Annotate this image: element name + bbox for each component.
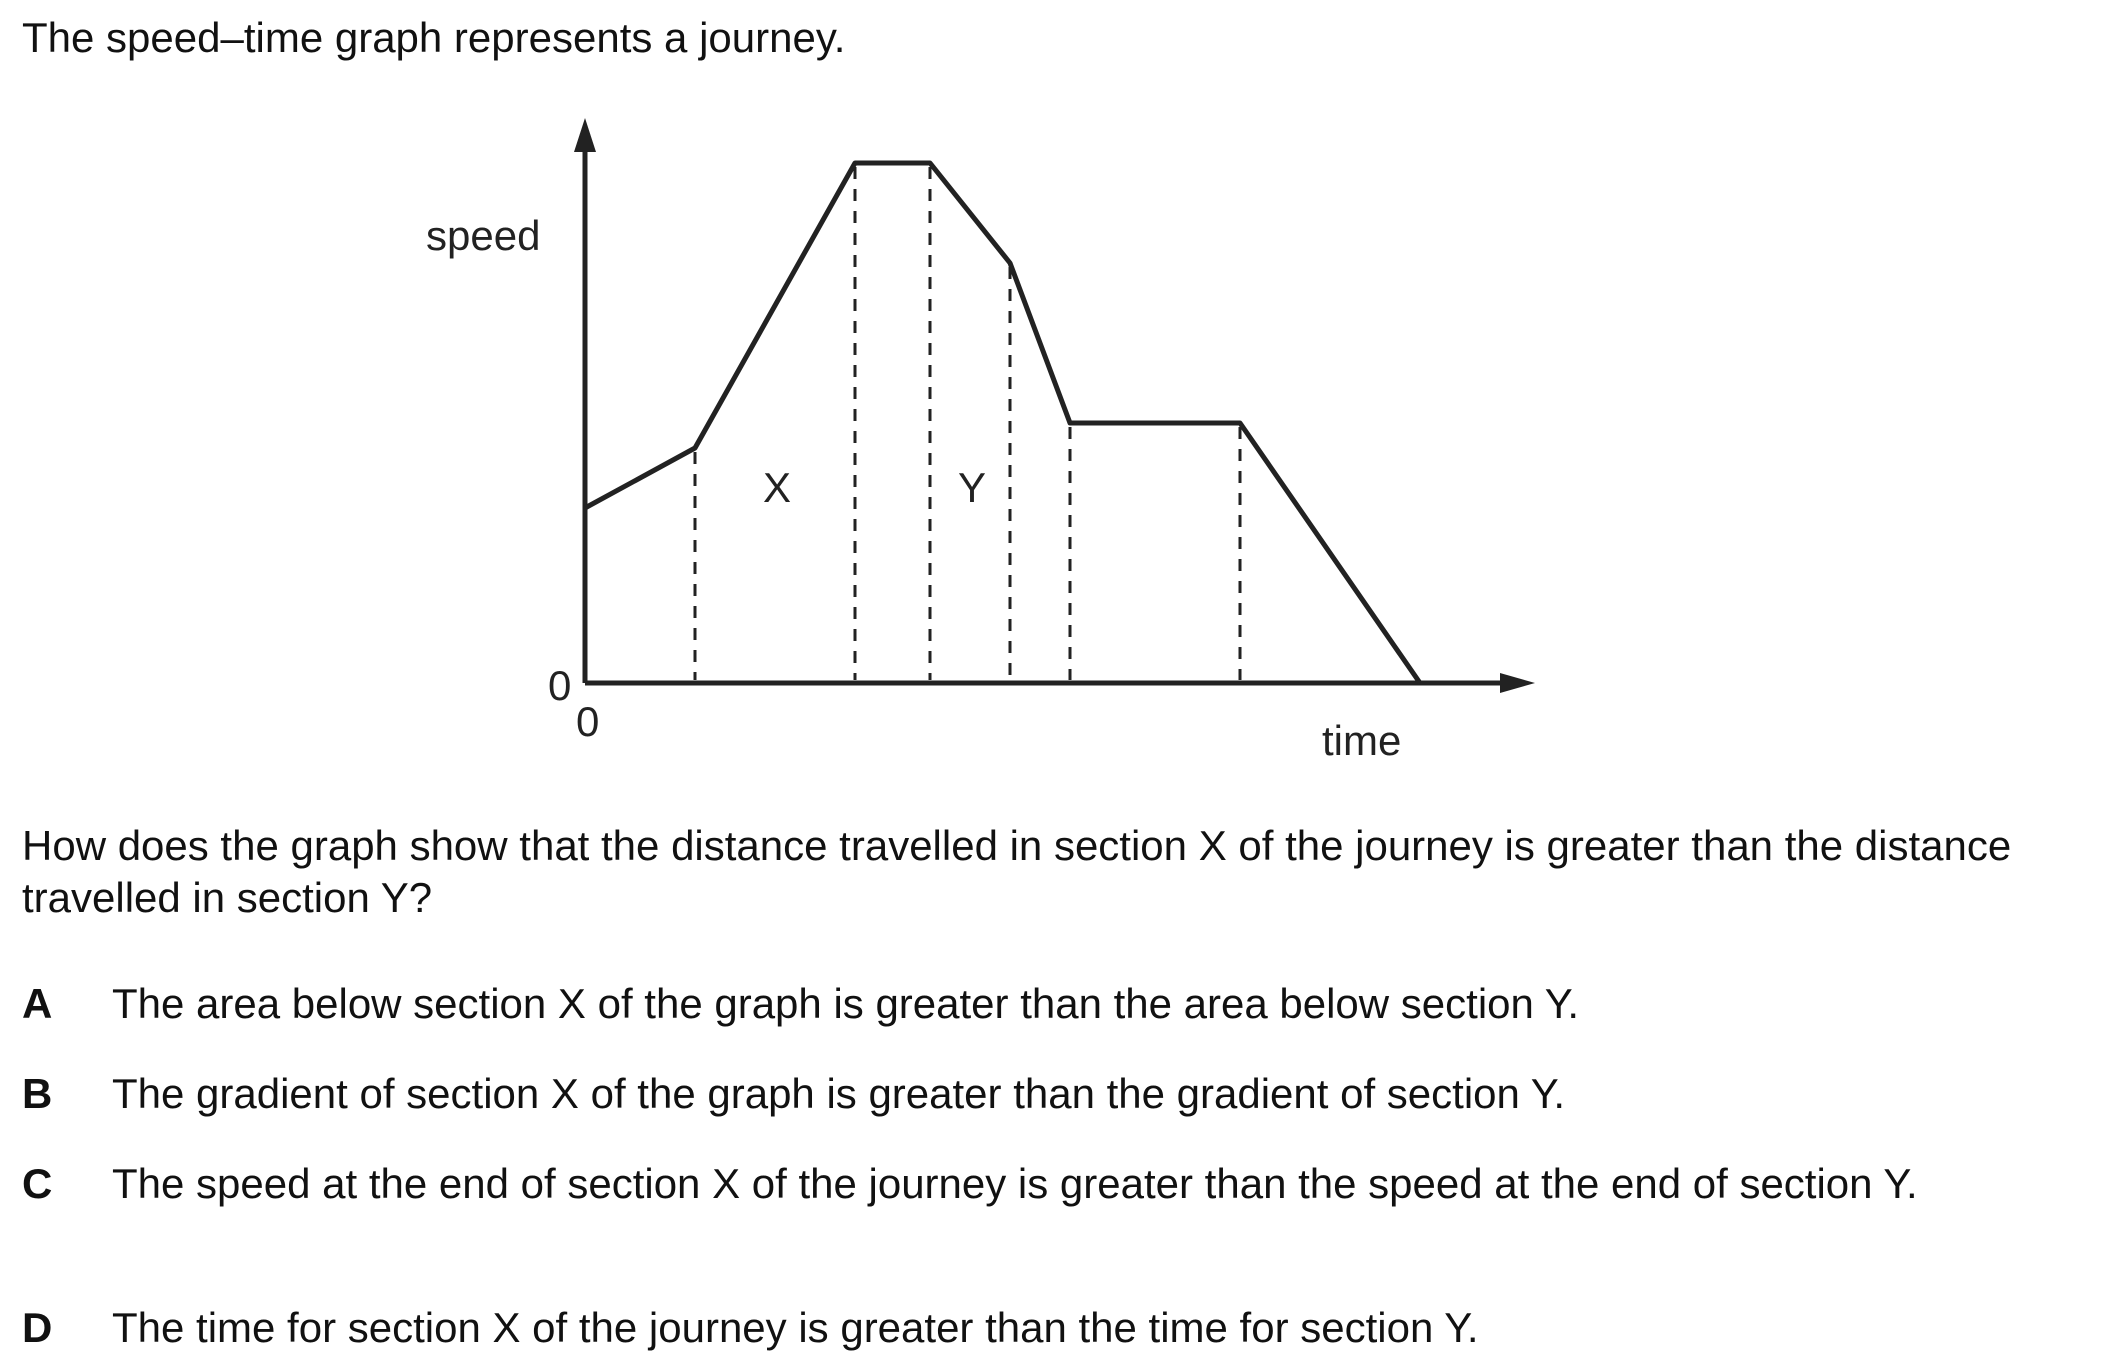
option-c-text[interactable]: The speed at the end of section X of the journey is greater than the speed at the end of section Y. [112, 1160, 1918, 1207]
option-d-text[interactable]: The time for section X of the journey is greater than the time for section Y. [112, 1304, 1479, 1351]
y-origin-label: 0 [548, 662, 572, 709]
speed-time-curve [585, 163, 1420, 683]
x-origin-label: 0 [576, 698, 600, 745]
option-d-letter[interactable]: D [22, 1304, 53, 1351]
x-axis-arrow [1500, 673, 1535, 693]
question-text: How does the graph show that the distance travelled in section X of the journey is greater than the distance travelled in section Y? [22, 822, 2012, 921]
option-b-text[interactable]: The gradient of section X of the graph is greater than the gradient of section Y. [112, 1070, 1566, 1117]
option-a-text[interactable]: The area below section X of the graph is greater than the area below section Y. [112, 980, 1580, 1027]
option-a-letter[interactable]: A [22, 980, 53, 1027]
x-axis-label: time [1322, 717, 1402, 764]
y-axis-arrow [574, 118, 596, 152]
intro-text: The speed–time graph represents a journey. [22, 14, 846, 61]
section-x-label: X [763, 464, 792, 511]
y-axis-label: speed [426, 212, 541, 259]
section-y-label: Y [958, 464, 987, 511]
option-c-letter[interactable]: C [22, 1160, 53, 1207]
option-b-letter[interactable]: B [22, 1070, 53, 1117]
